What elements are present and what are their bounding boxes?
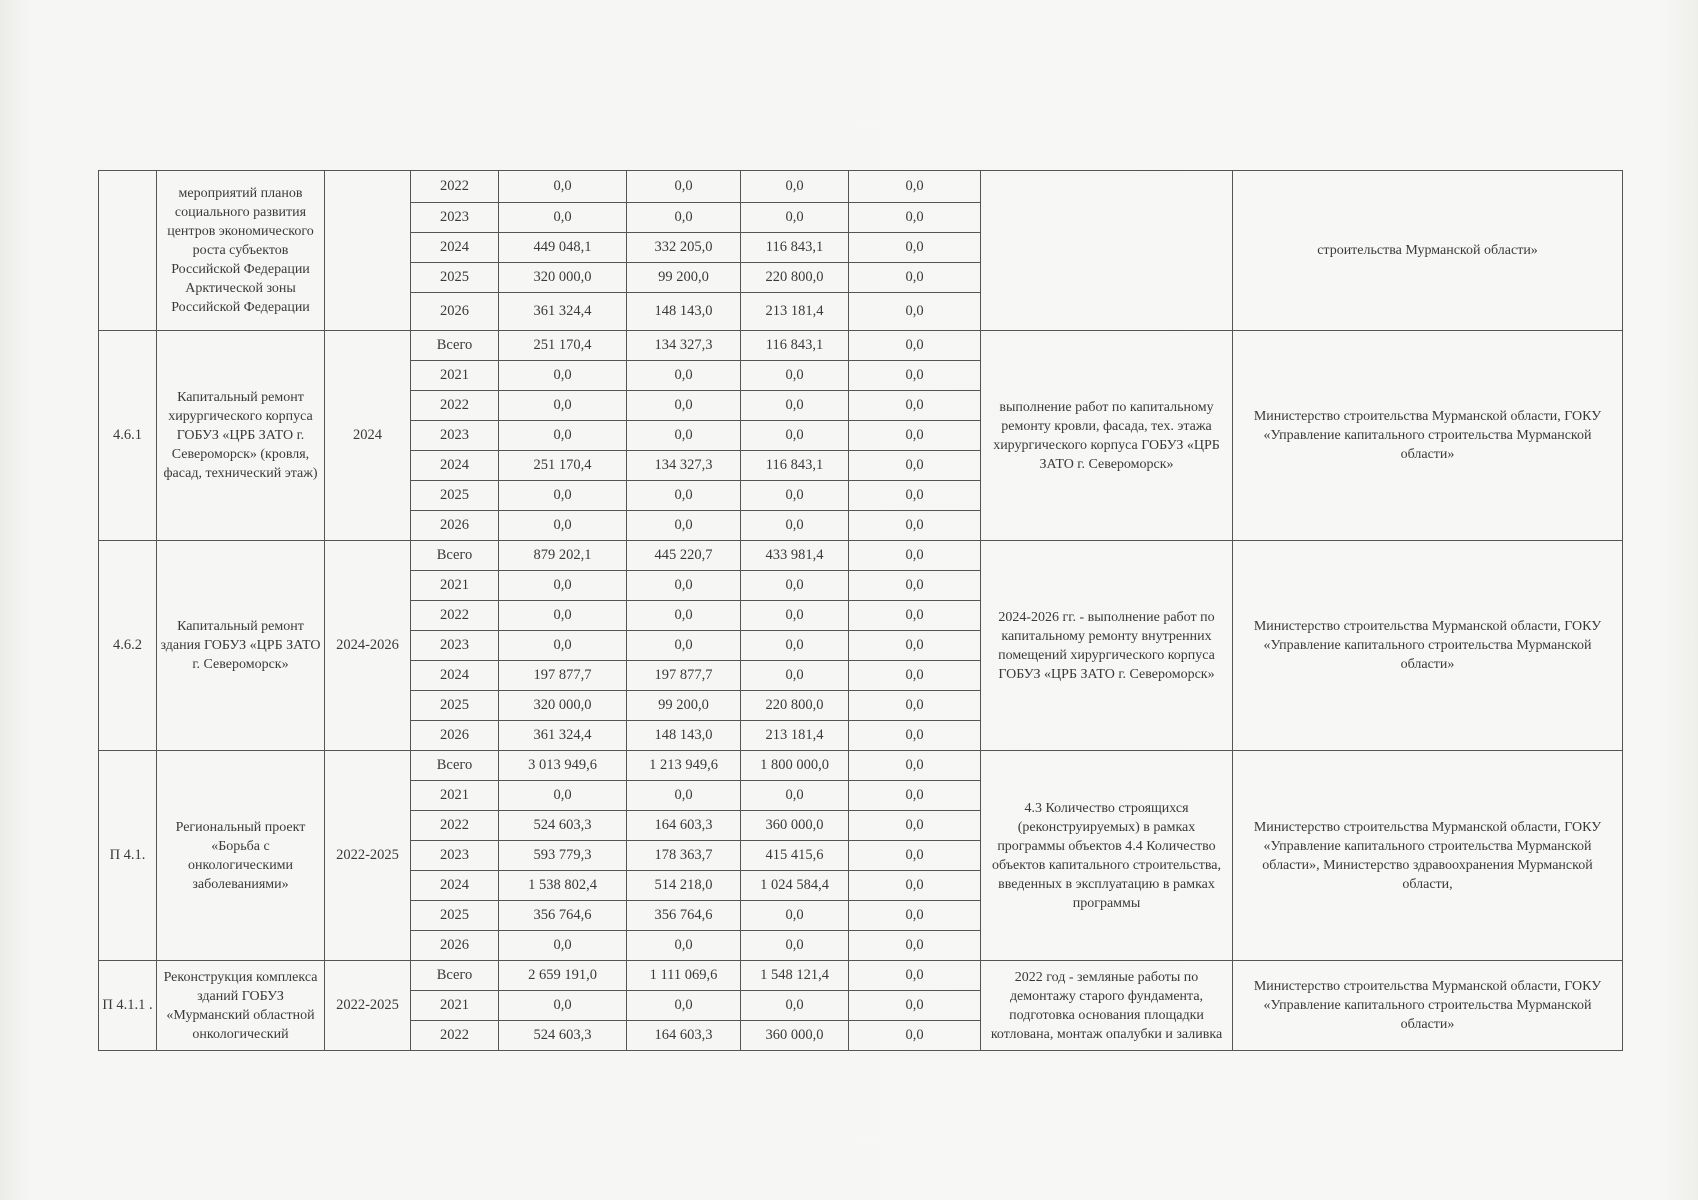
regional-budget-cell: 134 327,3: [627, 451, 741, 481]
total-cell: 197 877,7: [499, 661, 627, 691]
table-row: [99, 961, 1623, 991]
federal-budget-cell: 1 024 584,4: [741, 871, 849, 901]
year-cell: 2021: [411, 571, 499, 601]
total-cell: 0,0: [499, 203, 627, 233]
other-sources-cell: 0,0: [849, 631, 981, 661]
other-sources-cell: 0,0: [849, 541, 981, 571]
regional-budget-cell: 178 363,7: [627, 841, 741, 871]
table-row: [99, 171, 1623, 203]
regional-budget-cell: 164 603,3: [627, 1021, 741, 1051]
total-cell: 449 048,1: [499, 233, 627, 263]
other-sources-cell: 0,0: [849, 721, 981, 751]
regional-budget-cell: 0,0: [627, 991, 741, 1021]
federal-budget-cell: 0,0: [741, 631, 849, 661]
federal-budget-cell: 213 181,4: [741, 293, 849, 331]
total-cell: 361 324,4: [499, 293, 627, 331]
table-body: [99, 171, 1623, 1051]
federal-budget-cell: 0,0: [741, 203, 849, 233]
term-cell: 2022-2025: [325, 961, 411, 1051]
other-sources-cell: 0,0: [849, 451, 981, 481]
regional-budget-cell: 0,0: [627, 571, 741, 601]
other-sources-cell: 0,0: [849, 661, 981, 691]
executor-cell: Министерство строительства Мурманской области, ГОКУ «Управление капитального строительства Мурманской области», Министерство здравоохранения Мурманской области,: [1233, 751, 1623, 961]
year-cell: 2021: [411, 781, 499, 811]
other-sources-cell: 0,0: [849, 691, 981, 721]
year-cell: 2024: [411, 451, 499, 481]
total-cell: 2 659 191,0: [499, 961, 627, 991]
federal-budget-cell: 0,0: [741, 931, 849, 961]
regional-budget-cell: 164 603,3: [627, 811, 741, 841]
federal-budget-cell: 0,0: [741, 511, 849, 541]
year-cell: 2026: [411, 511, 499, 541]
regional-budget-cell: 332 205,0: [627, 233, 741, 263]
year-cell: 2026: [411, 931, 499, 961]
result-cell: выполнение работ по капитальному ремонту кровли, фасада, тех. этажа хирургического корпуса ГОБУЗ «ЦРБ ЗАТО г. Североморск»: [981, 331, 1233, 541]
total-cell: 0,0: [499, 631, 627, 661]
result-cell: 4.3 Количество строящихся (реконструируемых) в рамках программы объектов 4.4 Количество объектов капитального строительства, введенных в эксплуатацию в рамках программы: [981, 751, 1233, 961]
year-cell: 2024: [411, 871, 499, 901]
federal-budget-cell: 0,0: [741, 901, 849, 931]
regional-budget-cell: 148 143,0: [627, 293, 741, 331]
other-sources-cell: 0,0: [849, 571, 981, 601]
regional-budget-cell: 0,0: [627, 511, 741, 541]
federal-budget-cell: 0,0: [741, 391, 849, 421]
regional-budget-cell: 0,0: [627, 361, 741, 391]
other-sources-cell: 0,0: [849, 931, 981, 961]
year-cell: 2022: [411, 601, 499, 631]
year-cell: 2022: [411, 171, 499, 203]
federal-budget-cell: 220 800,0: [741, 691, 849, 721]
federal-budget-cell: 0,0: [741, 661, 849, 691]
regional-budget-cell: 0,0: [627, 391, 741, 421]
year-cell: 2024: [411, 233, 499, 263]
total-cell: 524 603,3: [499, 1021, 627, 1051]
term-cell: 2024: [325, 331, 411, 541]
executor-cell: Министерство строительства Мурманской области, ГОКУ «Управление капитального строительства Мурманской области»: [1233, 961, 1623, 1051]
regional-budget-cell: 1 111 069,6: [627, 961, 741, 991]
other-sources-cell: 0,0: [849, 511, 981, 541]
other-sources-cell: 0,0: [849, 961, 981, 991]
regional-budget-cell: 514 218,0: [627, 871, 741, 901]
federal-budget-cell: 360 000,0: [741, 1021, 849, 1051]
federal-budget-cell: 213 181,4: [741, 721, 849, 751]
year-cell: 2023: [411, 203, 499, 233]
total-cell: 0,0: [499, 991, 627, 1021]
result-cell: 2024-2026 гг. - выполнение работ по капитальному ремонту внутренних помещений хирургического корпуса ГОБУЗ «ЦРБ ЗАТО г. Североморск»: [981, 541, 1233, 751]
federal-budget-cell: 0,0: [741, 421, 849, 451]
other-sources-cell: 0,0: [849, 751, 981, 781]
regional-budget-cell: 0,0: [627, 631, 741, 661]
total-cell: 1 538 802,4: [499, 871, 627, 901]
year-cell: 2026: [411, 293, 499, 331]
federal-budget-cell: 0,0: [741, 481, 849, 511]
item-name-cell: Капитальный ремонт здания ГОБУЗ «ЦРБ ЗАТО г. Североморск»: [157, 541, 325, 751]
regional-budget-cell: 356 764,6: [627, 901, 741, 931]
total-cell: 0,0: [499, 931, 627, 961]
regional-budget-cell: 99 200,0: [627, 263, 741, 293]
federal-budget-cell: 0,0: [741, 601, 849, 631]
other-sources-cell: 0,0: [849, 1021, 981, 1051]
total-cell: 0,0: [499, 361, 627, 391]
item-number-cell: П 4.1.1 .: [99, 961, 157, 1051]
federal-budget-cell: 0,0: [741, 571, 849, 601]
item-number-cell: [99, 171, 157, 331]
federal-budget-cell: 360 000,0: [741, 811, 849, 841]
federal-budget-cell: 1 548 121,4: [741, 961, 849, 991]
term-cell: 2022-2025: [325, 751, 411, 961]
regional-budget-cell: 0,0: [627, 481, 741, 511]
total-cell: 0,0: [499, 781, 627, 811]
federal-budget-cell: 116 843,1: [741, 331, 849, 361]
term-cell: [325, 171, 411, 331]
other-sources-cell: 0,0: [849, 361, 981, 391]
table-row: [99, 751, 1623, 781]
year-cell: 2022: [411, 1021, 499, 1051]
total-cell: 0,0: [499, 391, 627, 421]
item-number-cell: 4.6.2: [99, 541, 157, 751]
item-name-cell: Региональный проект «Борьба с онкологическими заболеваниями»: [157, 751, 325, 961]
total-cell: 361 324,4: [499, 721, 627, 751]
item-name-cell: мероприятий планов социального развития центров экономического роста субъектов Российской Федерации Арктической зоны Российской Федерации: [157, 171, 325, 331]
regional-budget-cell: 99 200,0: [627, 691, 741, 721]
federal-budget-cell: 433 981,4: [741, 541, 849, 571]
total-cell: 0,0: [499, 601, 627, 631]
federal-budget-cell: 1 800 000,0: [741, 751, 849, 781]
year-cell: Всего: [411, 961, 499, 991]
regional-budget-cell: 445 220,7: [627, 541, 741, 571]
other-sources-cell: 0,0: [849, 203, 981, 233]
year-cell: 2023: [411, 631, 499, 661]
result-cell: 2022 год - земляные работы по демонтажу старого фундамента, подготовка основания площадки котлована, монтаж опалубки и заливка: [981, 961, 1233, 1051]
other-sources-cell: 0,0: [849, 391, 981, 421]
year-cell: 2025: [411, 691, 499, 721]
federal-budget-cell: 0,0: [741, 781, 849, 811]
total-cell: 0,0: [499, 171, 627, 203]
year-cell: 2025: [411, 901, 499, 931]
total-cell: 251 170,4: [499, 331, 627, 361]
regional-budget-cell: 0,0: [627, 203, 741, 233]
other-sources-cell: 0,0: [849, 481, 981, 511]
item-number-cell: 4.6.1: [99, 331, 157, 541]
regional-budget-cell: 0,0: [627, 171, 741, 203]
year-cell: 2022: [411, 391, 499, 421]
year-cell: Всего: [411, 751, 499, 781]
federal-budget-cell: 220 800,0: [741, 263, 849, 293]
total-cell: 0,0: [499, 571, 627, 601]
executor-cell: Министерство строительства Мурманской области, ГОКУ «Управление капитального строительства Мурманской области»: [1233, 541, 1623, 751]
federal-budget-cell: 415 415,6: [741, 841, 849, 871]
other-sources-cell: 0,0: [849, 991, 981, 1021]
year-cell: 2021: [411, 361, 499, 391]
other-sources-cell: 0,0: [849, 421, 981, 451]
regional-budget-cell: 0,0: [627, 781, 741, 811]
year-cell: 2021: [411, 991, 499, 1021]
total-cell: 879 202,1: [499, 541, 627, 571]
federal-budget-cell: 116 843,1: [741, 233, 849, 263]
total-cell: 251 170,4: [499, 451, 627, 481]
year-cell: Всего: [411, 331, 499, 361]
other-sources-cell: 0,0: [849, 781, 981, 811]
other-sources-cell: 0,0: [849, 601, 981, 631]
executor-cell: строительства Мурманской области»: [1233, 171, 1623, 331]
other-sources-cell: 0,0: [849, 841, 981, 871]
regional-budget-cell: 1 213 949,6: [627, 751, 741, 781]
other-sources-cell: 0,0: [849, 811, 981, 841]
other-sources-cell: 0,0: [849, 171, 981, 203]
item-number-cell: П 4.1.: [99, 751, 157, 961]
result-cell: [981, 171, 1233, 331]
total-cell: 320 000,0: [499, 263, 627, 293]
other-sources-cell: 0,0: [849, 263, 981, 293]
year-cell: 2026: [411, 721, 499, 751]
regional-budget-cell: 0,0: [627, 601, 741, 631]
year-cell: 2025: [411, 481, 499, 511]
regional-budget-cell: 134 327,3: [627, 331, 741, 361]
year-cell: Всего: [411, 541, 499, 571]
year-cell: 2025: [411, 263, 499, 293]
item-name-cell: Капитальный ремонт хирургического корпуса ГОБУЗ «ЦРБ ЗАТО г. Североморск» (кровля, фасад, технический этаж): [157, 331, 325, 541]
other-sources-cell: 0,0: [849, 871, 981, 901]
regional-budget-cell: 0,0: [627, 421, 741, 451]
federal-budget-cell: 0,0: [741, 361, 849, 391]
other-sources-cell: 0,0: [849, 293, 981, 331]
year-cell: 2022: [411, 811, 499, 841]
total-cell: 524 603,3: [499, 811, 627, 841]
regional-budget-cell: 0,0: [627, 931, 741, 961]
year-cell: 2024: [411, 661, 499, 691]
other-sources-cell: 0,0: [849, 331, 981, 361]
other-sources-cell: 0,0: [849, 233, 981, 263]
federal-budget-cell: 0,0: [741, 991, 849, 1021]
program-table: [98, 170, 1623, 1051]
regional-budget-cell: 197 877,7: [627, 661, 741, 691]
other-sources-cell: 0,0: [849, 901, 981, 931]
federal-budget-cell: 0,0: [741, 171, 849, 203]
year-cell: 2023: [411, 841, 499, 871]
table-row: [99, 331, 1623, 361]
federal-budget-cell: 116 843,1: [741, 451, 849, 481]
total-cell: 0,0: [499, 481, 627, 511]
total-cell: 0,0: [499, 511, 627, 541]
total-cell: 3 013 949,6: [499, 751, 627, 781]
executor-cell: Министерство строительства Мурманской области, ГОКУ «Управление капитального строительства Мурманской области»: [1233, 331, 1623, 541]
item-name-cell: Реконструкция комплекса зданий ГОБУЗ «Мурманский областной онкологический: [157, 961, 325, 1051]
table-row: [99, 541, 1623, 571]
regional-budget-cell: 148 143,0: [627, 721, 741, 751]
total-cell: 0,0: [499, 421, 627, 451]
total-cell: 356 764,6: [499, 901, 627, 931]
term-cell: 2024-2026: [325, 541, 411, 751]
total-cell: 320 000,0: [499, 691, 627, 721]
total-cell: 593 779,3: [499, 841, 627, 871]
year-cell: 2023: [411, 421, 499, 451]
